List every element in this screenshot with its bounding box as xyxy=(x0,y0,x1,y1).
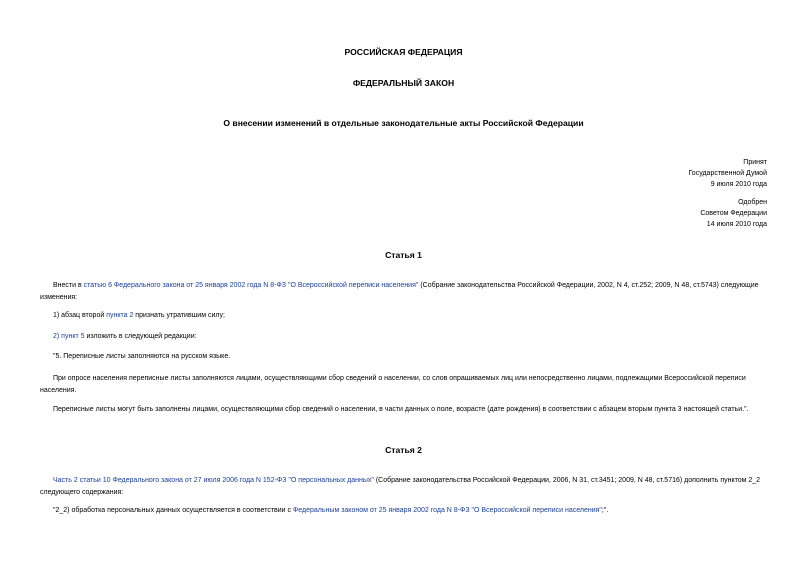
doc-type-heading: ФЕДЕРАЛЬНЫЙ ЗАКОН xyxy=(352,78,455,88)
law-8fz-article-6-link[interactable]: статью 6 Федерального закона от 25 января 2002 года N 8-ФЗ "О Всероссийской переписи населения" xyxy=(83,282,419,289)
point-2-link[interactable]: пункта 2 xyxy=(106,312,134,319)
article-1-heading: Статья 1 xyxy=(385,250,422,260)
text: (Собрание законодательства Российской Федерации, 2006, N 31, ст.3451; 2009, N 48, ст.5716) дополнить пунктом 2_2 следующего содержания: xyxy=(40,477,761,496)
article-2-heading: Статья 2 xyxy=(385,445,422,455)
text: ;". xyxy=(601,507,609,514)
article-1-quote-2: При опросе населения переписные листы заполняются лицами, осуществляющими сбор сведений о населении, со слов опрашиваемых лиц или непосредственно лицами, подлежащими Всероссийской переписи населения. xyxy=(40,375,746,394)
article-1-item-1 xyxy=(40,310,768,322)
text: "2_2) обработка персональных данных осуществляется в соответствии с xyxy=(53,507,293,514)
approval-date: 14 июля 2010 года xyxy=(706,221,767,229)
country-heading: РОССИЙСКАЯ ФЕДЕРАЦИЯ xyxy=(344,47,463,57)
text: изложить в следующей редакции: xyxy=(84,333,197,340)
approval-body: Советом Федерации xyxy=(700,210,767,218)
text: Внести в xyxy=(53,282,84,289)
article-1-paragraph-1 xyxy=(40,280,768,303)
approval-status: Одобрен xyxy=(738,199,767,206)
law-152fz-link[interactable]: Часть 2 статьи 10 Федерального закона от 27 июля 2006 года N 152-ФЗ "О персональных данных" xyxy=(53,477,374,484)
point-5-link[interactable]: 2) пункт 5 xyxy=(53,333,85,340)
adoption-date: 9 июля 2010 года xyxy=(710,181,767,189)
article-2-quote-1 xyxy=(40,505,768,517)
text: 1) абзац второй xyxy=(53,312,107,319)
law-title: О внесении изменений в отдельные законодательные акты Российской Федерации xyxy=(223,118,584,128)
article-1-quote-3: Переписные листы могут быть заполнены лицами, осуществляющими сбор сведений о населении, в части данных о поле, возрасте (дате рождения) в соответствии с абзацем вторым пункта 3 настоящей статьи.". xyxy=(53,406,749,413)
adoption-body: Государственной Думой xyxy=(688,170,767,178)
article-2-paragraph-1 xyxy=(40,475,768,498)
article-1-quote-1: "5. Переписные листы заполняются на русском языке. xyxy=(53,353,231,360)
adoption-block xyxy=(688,157,767,191)
approval-block xyxy=(700,197,767,231)
article-1-item-2 xyxy=(40,331,768,343)
law-8fz-link[interactable]: Федеральным законом от 25 января 2002 года N 8-ФЗ "О Всероссийской переписи населения" xyxy=(292,507,602,514)
text: (Собрание законодательства Российской Федерации, 2002, N 4, ст.252; 2009, N 48, ст.5743) следующие изменения: xyxy=(40,282,759,301)
text: признать утратившим силу; xyxy=(133,312,225,319)
adoption-status: Принят xyxy=(743,159,767,166)
